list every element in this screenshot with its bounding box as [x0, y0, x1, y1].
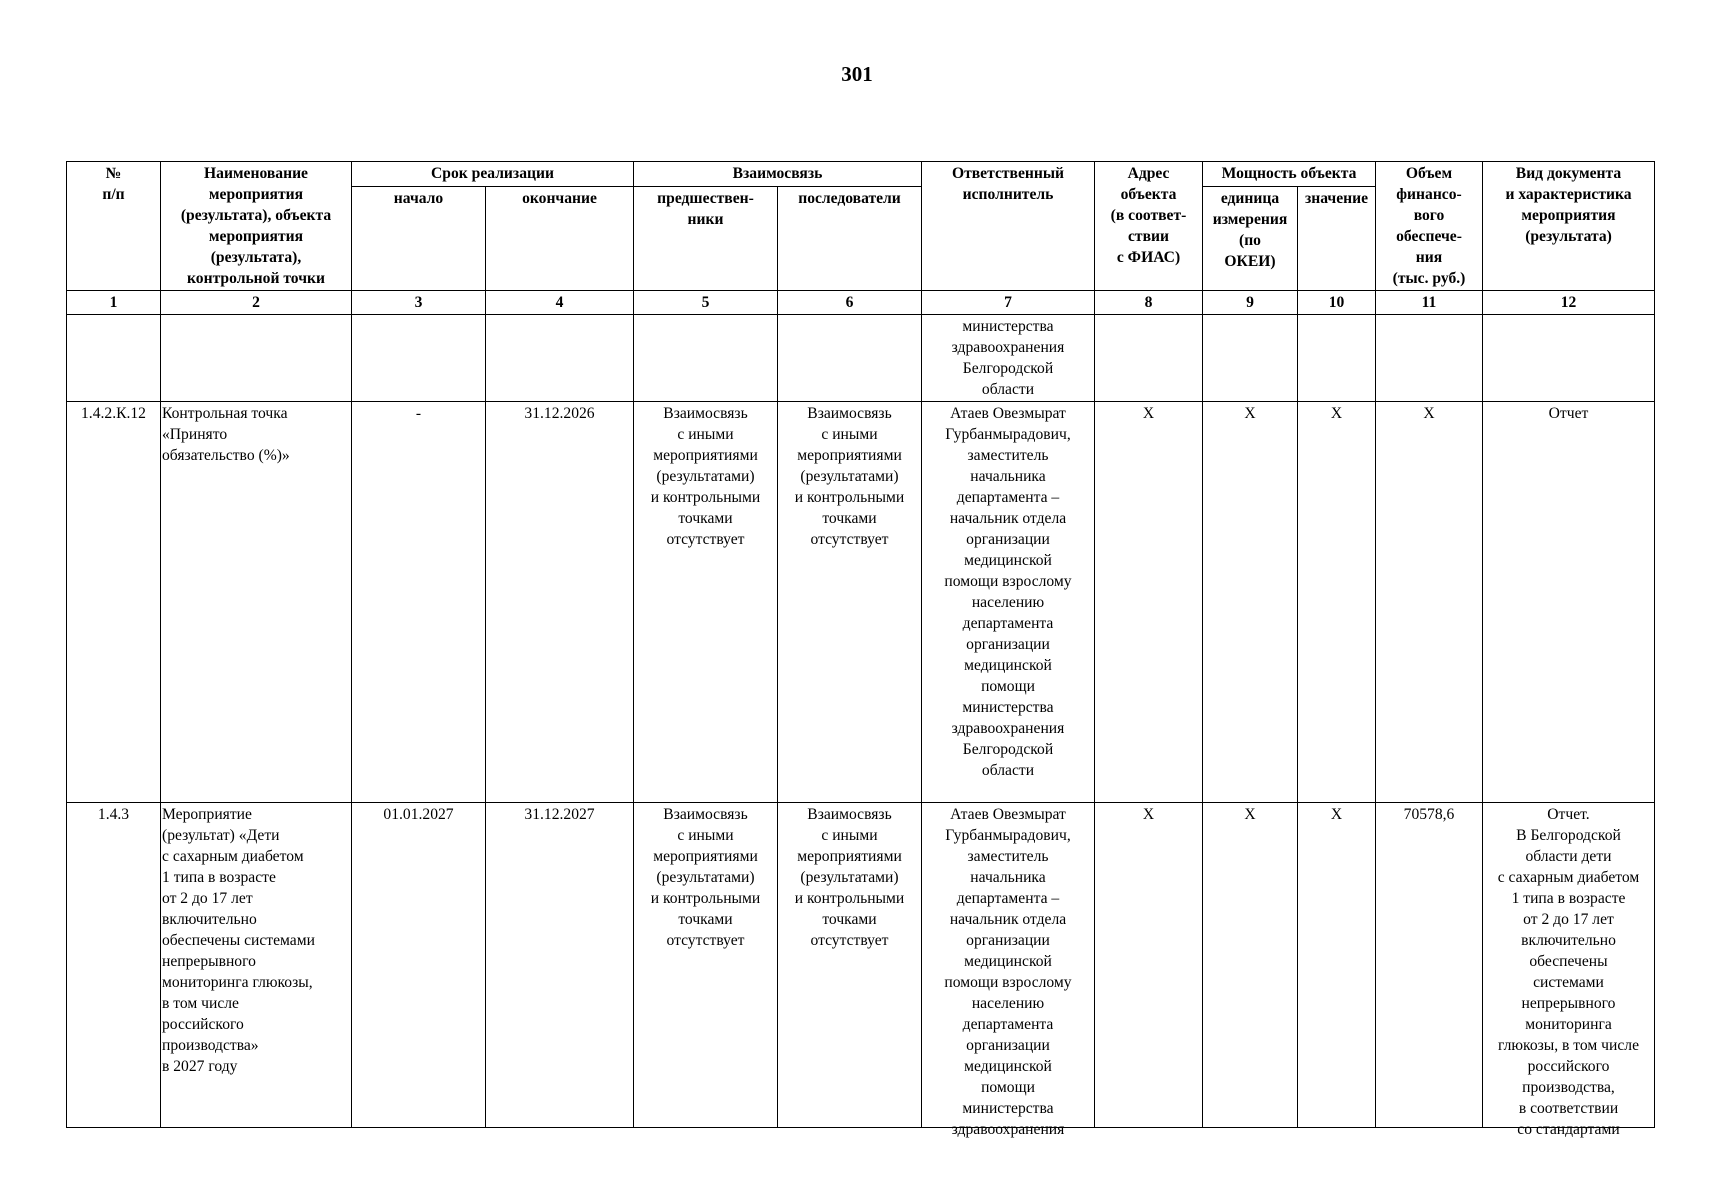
cell-num [67, 315, 161, 402]
cell-prev [634, 315, 778, 402]
cell-value: Х [1298, 402, 1376, 803]
header-link: Взаимосвязь [634, 162, 922, 187]
header-capacity: Мощность объекта [1203, 162, 1376, 187]
column-number: 10 [1298, 291, 1376, 315]
table-row [67, 315, 1655, 402]
column-number: 11 [1376, 291, 1483, 315]
header-link-next: последователи [778, 186, 922, 290]
header-term-end: окончание [486, 186, 634, 290]
cell-start [352, 315, 486, 402]
cell-num: 1.4.2.К.12 [67, 402, 161, 803]
cell-value [1298, 315, 1376, 402]
cell-end [486, 315, 634, 402]
cell-next: Взаимосвязь с иными мероприятиями (результатами) и контрольными точками отсутствует [778, 402, 922, 803]
cell-name: Контрольная точка «Принято обязательство (%)» [161, 402, 352, 803]
column-number: 7 [922, 291, 1095, 315]
cell-address [1095, 315, 1203, 402]
cell-next: Взаимосвязь с иными мероприятиями (результатами) и контрольными точками отсутствует [778, 803, 922, 1128]
cell-responsible: Атаев Овезмырат Гурбанмырадович, заместитель начальника департамента – начальник отдела организации медицинской помощи взрослому населению департамента организации медицинской помощи министерства здравоохранения [944, 806, 1072, 1138]
column-number: 5 [634, 291, 778, 315]
cell-responsible: Атаев Овезмырат Гурбанмырадович, заместитель начальника департамента – начальник отдела организации медицинской помощи взрослому населению департамента организации медицинской помощи министерства здравоохранения Белгородской области [922, 402, 1095, 803]
column-number: 12 [1483, 291, 1655, 315]
cell-prev: Взаимосвязь с иными мероприятиями (результатами) и контрольными точками отсутствует [634, 402, 778, 803]
header-responsible: Ответственный исполнитель [922, 162, 1095, 291]
cell-responsible-wrap [922, 803, 1095, 1138]
page-number: 301 [841, 62, 873, 86]
cell-value: Х [1298, 803, 1376, 1128]
cell-name [161, 315, 352, 402]
header-term-start: начало [352, 186, 486, 290]
header-capacity-unit: единица измерения (по ОКЕИ) [1203, 186, 1298, 290]
cell-unit: Х [1203, 402, 1298, 803]
header-finance: Объем финансо- вого обеспече- ния (тыс. руб.) [1376, 162, 1483, 291]
header-name: Наименование мероприятия (результата), объекта мероприятия (результата), контрольной точки [161, 162, 352, 291]
table-row [67, 402, 1655, 803]
header-doc: Вид документа и характеристика мероприятия (результата) [1483, 162, 1655, 291]
cell-doc: Отчет [1483, 402, 1655, 803]
column-number: 8 [1095, 291, 1203, 315]
cell-address: Х [1095, 402, 1203, 803]
column-number: 4 [486, 291, 634, 315]
cell-finance: 70578,6 [1376, 803, 1483, 1128]
cell-end: 31.12.2026 [486, 402, 634, 803]
table-row [67, 803, 1655, 1128]
header-link-prev: предшествен- ники [634, 186, 778, 290]
cell-num: 1.4.3 [67, 803, 161, 1128]
cell-finance: Х [1376, 402, 1483, 803]
cell-doc [1483, 315, 1655, 402]
cell-next [778, 315, 922, 402]
cell-unit [1203, 315, 1298, 402]
column-number: 6 [778, 291, 922, 315]
cell-unit: Х [1203, 803, 1298, 1128]
column-number: 3 [352, 291, 486, 315]
header-term: Срок реализации [352, 162, 634, 187]
cell-doc-wrap [1483, 803, 1655, 1138]
cell-responsible: министерства здравоохранения Белгородской области [922, 315, 1095, 402]
cell-start: 01.01.2027 [352, 803, 486, 1128]
header-num: № п/п [67, 162, 161, 291]
column-number: 1 [67, 291, 161, 315]
cell-doc: Отчет. В Белгородской области дети с сахарным диабетом 1 типа в возрасте от 2 до 17 лет включительно обеспечены системами непрерывного мониторинга глюкозы, в том числе российского производства, в соответствии со стандартами [1497, 806, 1640, 1138]
cell-prev: Взаимосвязь с иными мероприятиями (результатами) и контрольными точками отсутствует [634, 803, 778, 1128]
header-address: Адрес объекта (в соответ- ствии с ФИАС) [1095, 162, 1203, 291]
cell-finance [1376, 315, 1483, 402]
column-number: 2 [161, 291, 352, 315]
cell-start: - [352, 402, 486, 803]
header-capacity-value: значение [1298, 186, 1376, 290]
column-number: 9 [1203, 291, 1298, 315]
cell-name: Мероприятие (результат) «Дети с сахарным диабетом 1 типа в возрасте от 2 до 17 лет включительно обеспечены системами непрерывного мониторинга глюкозы, в том числе российского производства» в 2027 году [161, 803, 352, 1128]
plan-table [66, 161, 1655, 1138]
cell-end: 31.12.2027 [486, 803, 634, 1128]
cell-address: Х [1095, 803, 1203, 1128]
